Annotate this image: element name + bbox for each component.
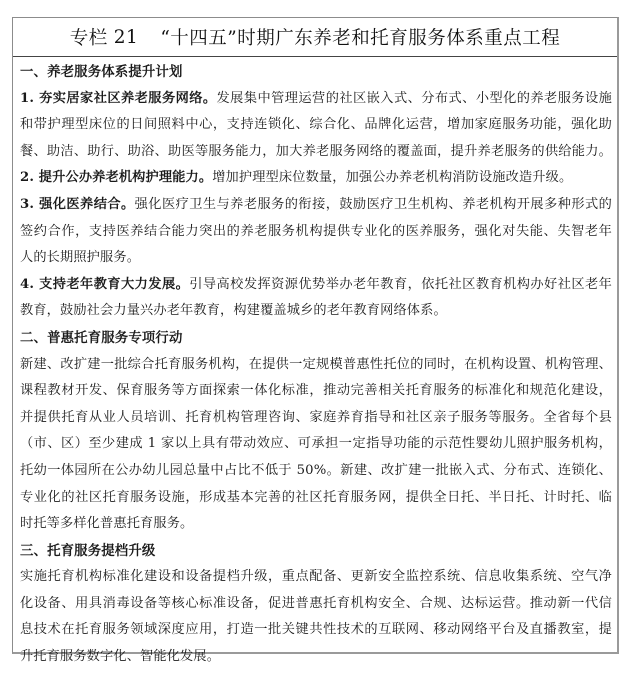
line-text: 时托等多样化普惠托育服务。 <box>20 516 194 532</box>
line-text: 息技术在托育服务领域深度应用，打造一批关键共性技术的互联网、移动网络平台及直播教室，提 <box>20 622 612 638</box>
paragraph-line <box>20 298 612 325</box>
line-text: 强化医疗卫生与养老服务的衔接，鼓励医疗卫生机构、养老机构开展多种形式的 <box>134 196 612 212</box>
paragraph-line <box>20 591 612 618</box>
line-text: 实施托育机构标准化建设和设备提档升级，重点配备、更新安全监控系统、信息收集系统、空气净 <box>20 569 612 585</box>
title-number: 21 <box>113 26 139 48</box>
paragraph-line <box>20 378 612 405</box>
paragraph-line <box>20 139 612 166</box>
section-heading: 二、普惠托育服务专项行动 <box>20 329 183 346</box>
title-prefix: 专栏 <box>69 28 108 49</box>
item-title: 1. 夯实居家社区养老服务网络。 <box>20 90 217 106</box>
line-text: 发展集中管理运营的社区嵌入式、分布式、小型化的养老服务设施 <box>216 90 612 106</box>
paragraph-line <box>20 485 612 512</box>
paragraph-line <box>20 644 612 671</box>
line-text: 新建、改扩建一批综合托育服务机构，在提供一定规模普惠性托位的同时，在机构设置、机构管理、 <box>20 356 612 372</box>
line-text: 化设备、用具消毒设备等核心标准设备，促进普惠托育机构安全、合规、达标运营。推动新一代信 <box>20 595 612 611</box>
line-text: 和带护理型床位的日间照料中心，支持连锁化、综合化、品牌化运营，增加家庭服务功能，强化助 <box>20 117 612 133</box>
item-title: 2. 提升公办养老机构护理能力。 <box>20 170 213 186</box>
line-text: 人的长期照护服务。 <box>20 250 141 266</box>
section-heading: 一、养老服务体系提升计划 <box>20 64 183 80</box>
paragraph-line <box>20 458 612 485</box>
paragraph-line <box>20 112 612 139</box>
line-text: 并提供托育从业人员培训、托育机构管理咨询、家庭养育指导和社区亲子服务等服务。全省每个县 <box>20 409 612 425</box>
paragraph-line <box>20 245 612 272</box>
title-text: “十四五”时期广东养老和托育服务体系重点工程 <box>160 28 561 49</box>
feature-box <box>12 17 619 665</box>
line-text: 专业化的社区托育服务设施，形成基本完善的社区托育服务网，提供全日托、半日托、计时托、临 <box>20 489 612 505</box>
line-text: 教育，鼓励社会力量兴办老年教育，构建覆盖城乡的老年教育网络体系。 <box>20 303 447 319</box>
paragraph-line <box>20 405 612 432</box>
section-heading: 三、托育服务提档升级 <box>20 542 156 559</box>
paragraph-line <box>20 86 612 113</box>
paragraph-line <box>20 165 612 192</box>
box-content <box>13 57 617 671</box>
line-text: 引导高校发挥资源优势举办老年教育，依托社区教育机构办好社区老年 <box>189 276 612 292</box>
paragraph-line <box>20 192 612 219</box>
item-title: 4. 支持老年教育大力发展。 <box>20 276 190 292</box>
item-title: 3. 强化医养结合。 <box>20 196 135 212</box>
paragraph-line <box>20 219 612 246</box>
line-text: 升托育服务数字化、智能化发展。 <box>20 649 221 665</box>
paragraph-line <box>20 272 612 299</box>
line-text: 签约合作，支持医养结合能力突出的养老服务机构提供专业化的医养服务，强化对失能、失智老年 <box>20 223 612 239</box>
paragraph-line <box>20 511 612 538</box>
paragraph-line <box>20 564 612 591</box>
line-text: 托幼一体园所在公办幼儿园总量中占比不低于 50%。新建、改扩建一批嵌入式、分布式、连锁化、 <box>20 462 612 478</box>
line-text: 餐、助洁、助行、助浴、助医等服务能力，加大养老服务网络的覆盖面，提升养老服务的供给能力。 <box>20 143 612 159</box>
line-text: 增加护理型床位数量，加强公办养老机构消防设施改造升级。 <box>212 170 573 186</box>
box-title <box>13 18 617 57</box>
paragraph-line <box>20 617 612 644</box>
paragraph-line <box>20 431 612 458</box>
line-text: 课程教材开发、保育服务等方面探索一体化标准，推动完善相关托育服务的标准化和规范化建设， <box>20 383 612 399</box>
line-text: （市、区）至少建成 1 家以上具有带动效应、可承担一定指导功能的示范性婴幼儿照护服务机构， <box>20 436 612 452</box>
paragraph-line <box>20 352 612 379</box>
